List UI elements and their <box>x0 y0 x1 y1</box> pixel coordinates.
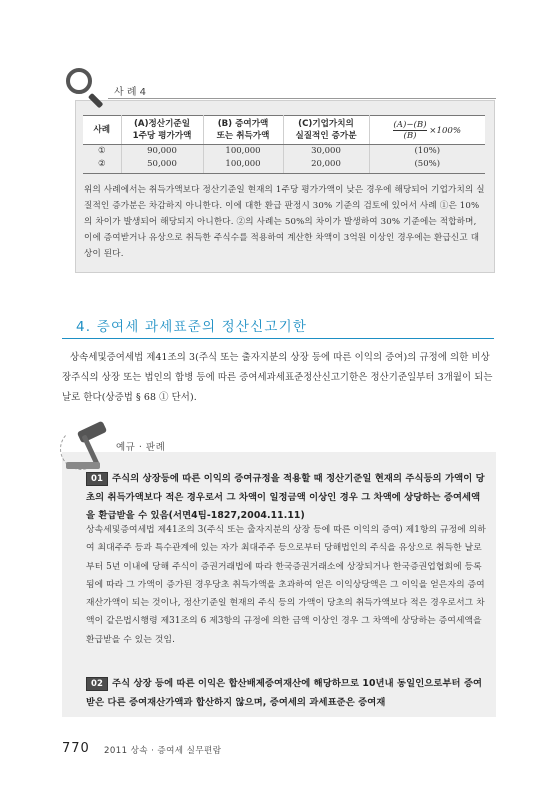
col-header-b: (B) 증여가액 또는 취득가액 <box>203 116 283 145</box>
ruling-heading-1: 01 주식의 상장등에 따른 이익의 증여규정을 적용할 때 정산기준일 현재의 주식등의 가액이 당초의 취득가액보다 적은 경우로서 그 차액이 일정금액 이상인 경우 그 차액에 상당하는 증여세액을 환급받을 수 있음(서면4팀-1827,2004.11.11) <box>86 473 485 521</box>
magnifier-icon <box>62 64 106 108</box>
case-table <box>83 115 485 174</box>
case-explanation: 위의 사례에서는 취득가액보다 정산기준일 현재의 1주당 평가가액이 낮은 경우에 해당되어 기업가치의 실질적인 증가분은 차감하지 아니한다. 이에 대한 환급 판정시 30% 기준의 검토에 있어서 사례 ①은 10%의 차이가 발생되어 해당되지 아니한다. ②의 사례는 50%의 차이가 발생하여 30% 기준에는 적합하며, 이에 증여받거나 유상으로 취득한 주식수를 적용하여 계산한 차액이 3억원 이상인 경우에는 환급신고 대상이 된다. <box>84 185 485 260</box>
case-label: 사 례 4 <box>114 87 147 98</box>
section-title: 4. 증여세 과세표준의 정산신고기한 <box>76 319 308 335</box>
ruling-badge-1: 01 <box>86 472 108 486</box>
ruling-body-1: 상속세및증여세법 제41조의 3(주식 또는 출자지분의 상장 등에 따른 이익의 증여) 제1항의 규정에 의하여 최대주주 등과 특수관계에 있는 자가 최대주주 등으로부터 당해법인의 주식을 유상으로 취득한 날로부터 5년 이내에 당해 주식이 증권거래법에 따라 한국증권거래소에 상장되거나 한국증권업협회에 등록됨에 따라 그 가액이 증가된 경우당초 취득가액을 초과하여 얻은 이익상당액은 그 이익을 얻은자의 증여재산가액이 되는 것이나, 정산기준일 현재의 주식 등의 가액이 당초의 취득가액보다 적은 경우로서그 차액이 같은법시행령 제31조의 6 제3항의 규정에 의한 금액 이상인 경우 그 차액에 상당하는 증여세액을 환급받을 수 있는 것임. <box>86 525 486 645</box>
table-row: ① 90,000 100,000 30,000 (10%) <box>83 145 485 159</box>
footer-title: 2011 상속 · 증여세 실무편람 <box>104 746 222 756</box>
ruling-badge-2: 02 <box>86 677 108 691</box>
section-divider <box>62 338 494 339</box>
section-paragraph: 상속세및증여세법 제41조의 3(주식 또는 출자지분의 상장 등에 따른 이익의 증여)의 규정에 의한 비상장주식의 상장 또는 법인의 합병 등에 따른 증여세과세표준정산신고기한은 정산기준일부터 3개월이 되는 날로 한다(상증법 § 68 ① 단서). <box>62 352 493 403</box>
ruling-label: 예규 · 판례 <box>116 442 166 453</box>
col-header-c: (C)기업가치의 실질적인 증가분 <box>283 116 369 145</box>
col-header-a: (A)정산기준일 1주당 평가가액 <box>121 116 203 145</box>
col-header-case: 사례 <box>83 116 121 145</box>
ruling-heading-2: 02 주식 상장 등에 따른 이익은 합산배제증여재산에 해당하므로 10년내 동일인으로부터 증여받은 다른 증여재산가액과 합산하지 않으며, 증여세의 과세표준은 증여재 <box>86 678 483 708</box>
page-number: 770 <box>62 741 90 756</box>
case-label-divider <box>108 98 496 99</box>
table-row: ② 50,000 100,000 20,000 (50%) <box>83 158 485 174</box>
gavel-icon <box>60 418 116 474</box>
col-header-ratio: $\frac{(A)-(B)}{(B)}$ ×100% <box>369 116 485 145</box>
